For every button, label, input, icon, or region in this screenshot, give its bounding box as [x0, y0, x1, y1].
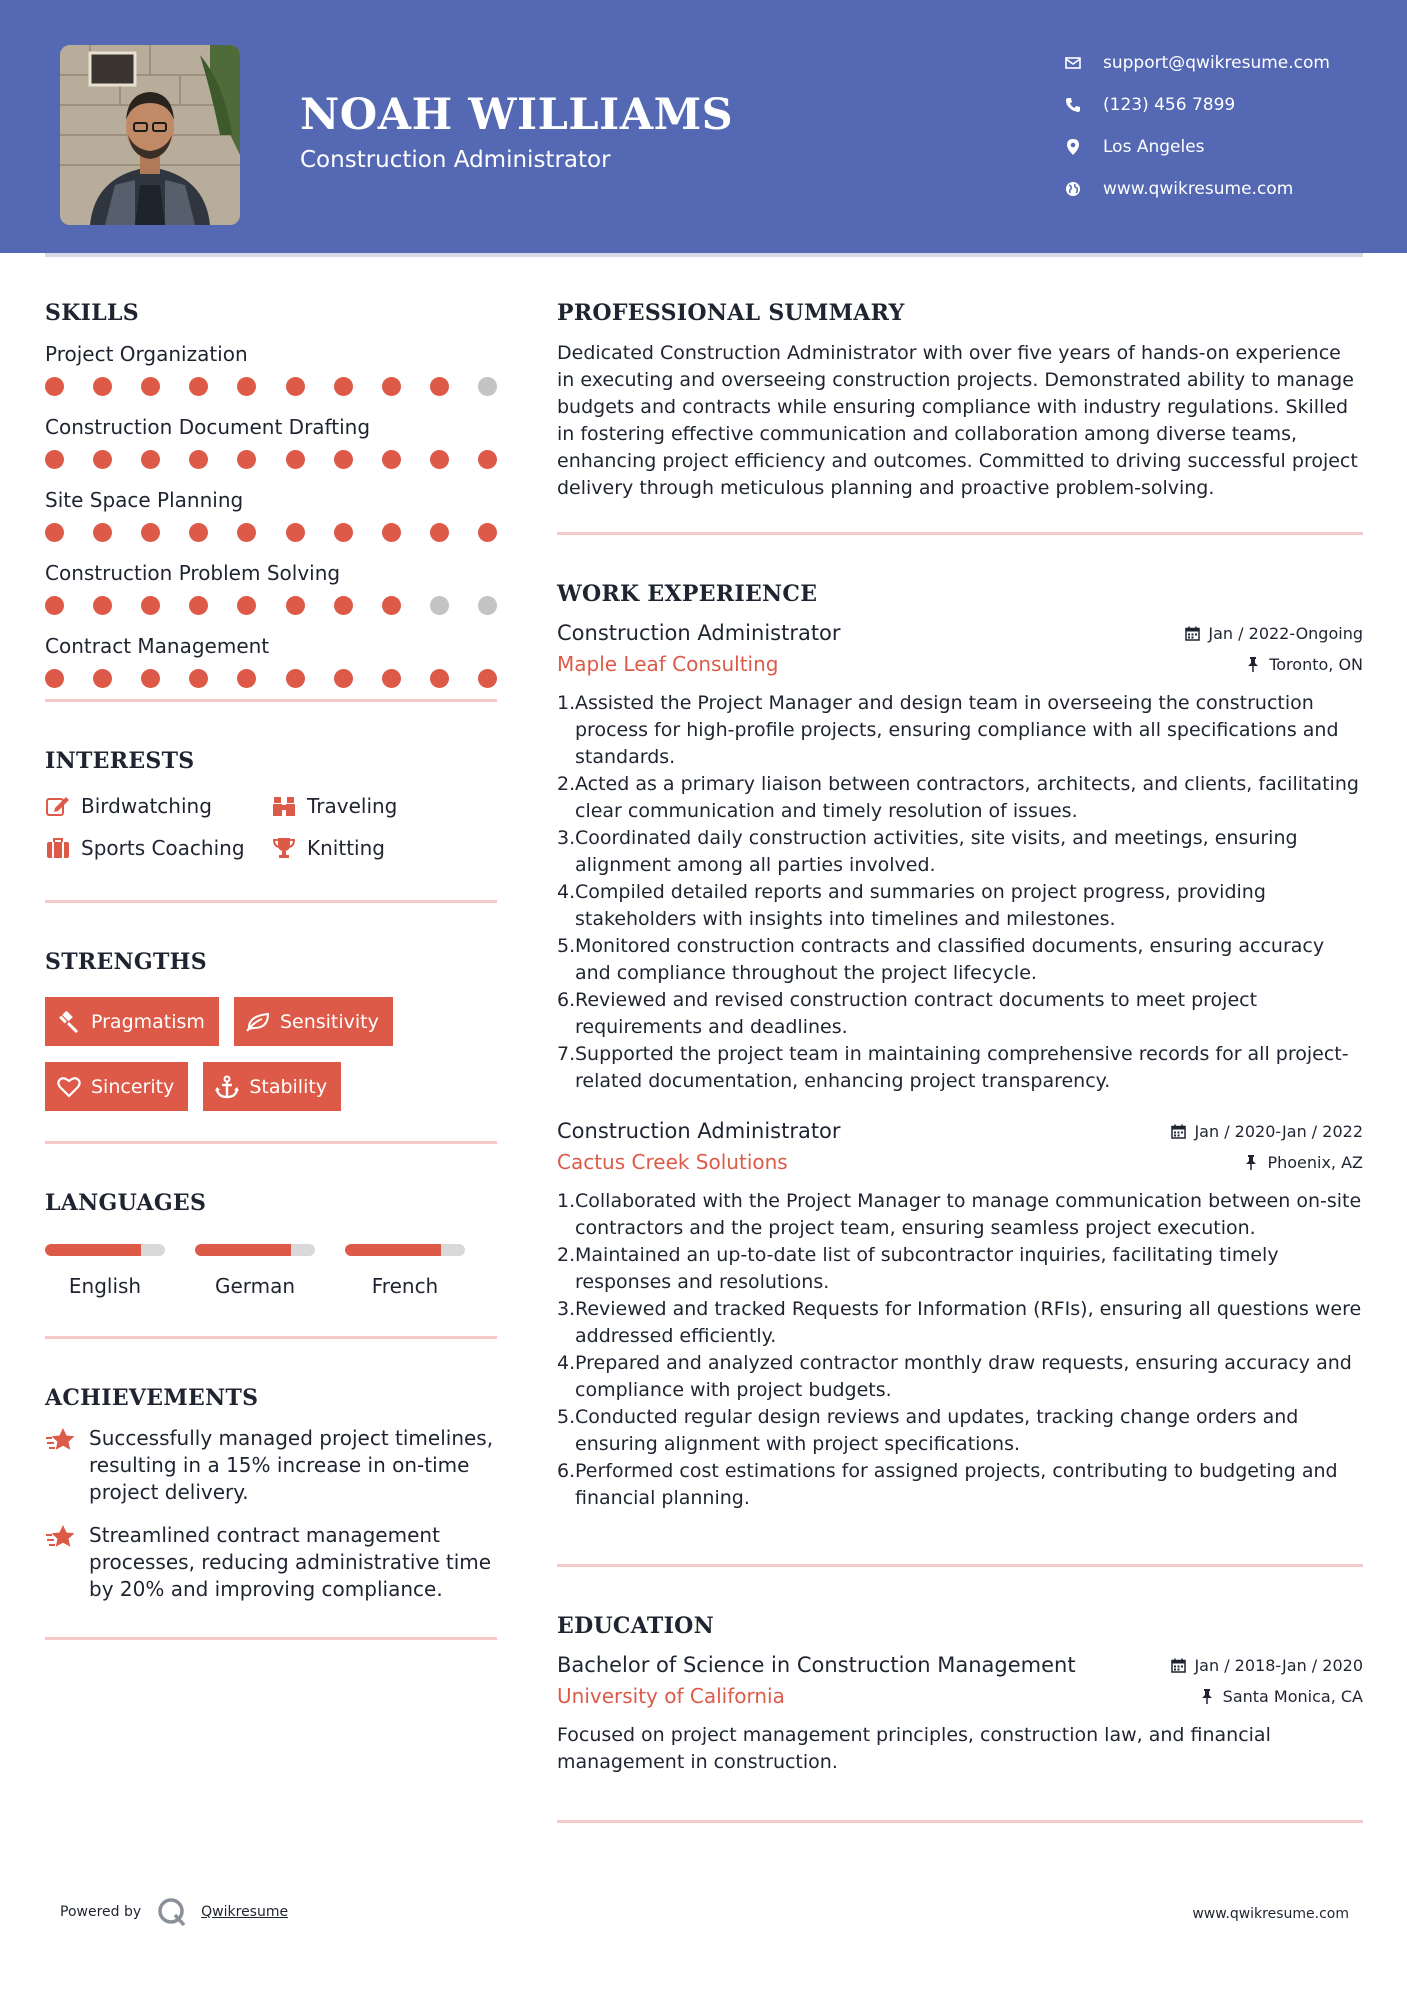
rating-dot-filled — [45, 669, 64, 688]
job-date-text: Jan / 2022-Ongoing — [1208, 623, 1363, 643]
job-bullet — [557, 1404, 1363, 1458]
job-location — [1243, 1153, 1363, 1172]
rating-dot-filled — [382, 450, 401, 469]
rating-dot-filled — [93, 669, 112, 688]
language-name: German — [214, 1274, 296, 1298]
right-column — [557, 300, 1363, 1823]
job-bullets — [557, 1188, 1363, 1512]
rating-dot-filled — [237, 596, 256, 615]
map-pin-icon — [1063, 137, 1083, 157]
job-bullet — [557, 1458, 1363, 1512]
rating-dot-filled — [189, 450, 208, 469]
language-level-bar — [45, 1244, 165, 1256]
rating-dot-empty — [430, 596, 449, 615]
education-date — [1170, 1656, 1363, 1675]
calendar-icon — [1170, 1123, 1186, 1139]
skill-rating — [45, 669, 497, 688]
education-entry — [557, 1653, 1363, 1776]
education-location — [1199, 1687, 1363, 1706]
envelope-icon — [1063, 53, 1083, 73]
language-item — [195, 1244, 315, 1298]
calendar-icon — [1170, 1657, 1186, 1673]
bullet-number: 4. — [557, 881, 576, 903]
rating-dot-filled — [286, 596, 305, 615]
rating-dot-filled — [382, 596, 401, 615]
skill-item — [45, 634, 497, 694]
bullet-number: 5. — [557, 935, 576, 957]
bullet-text: Reviewed and revised construction contract documents to meet project requirements and deadlines. — [575, 989, 1258, 1038]
pushpin-icon — [1199, 1688, 1215, 1704]
education-location-text: Santa Monica, CA — [1222, 1686, 1363, 1706]
star-badge-icon — [45, 1425, 79, 1455]
rating-dot-filled — [93, 377, 112, 396]
contact-phone-text: (123) 456 7899 — [1103, 95, 1236, 115]
language-level-fill — [45, 1244, 141, 1256]
rating-dot-filled — [334, 523, 353, 542]
strengths-row — [45, 997, 497, 1046]
achievement-text: Streamlined contract management processes, reducing administrative time by 20% and improving compliance. — [89, 1523, 492, 1601]
footer-branding — [60, 1897, 288, 1927]
rating-dot-filled — [334, 450, 353, 469]
achievements-list — [45, 1425, 497, 1603]
strength-tag — [203, 1062, 341, 1111]
pencil-square-icon — [45, 794, 71, 818]
job-entry — [557, 1119, 1363, 1512]
skill-rating — [45, 596, 497, 615]
education-header — [557, 1653, 1363, 1677]
rating-dot-filled — [334, 377, 353, 396]
rating-dot-filled — [382, 523, 401, 542]
pushpin-icon — [1243, 1154, 1259, 1170]
powered-by-text: Powered by — [60, 1904, 142, 1920]
language-level-fill — [195, 1244, 291, 1256]
section-divider — [45, 1637, 497, 1640]
interest-item — [271, 836, 497, 860]
job-date — [1184, 624, 1363, 643]
strength-label: Sensitivity — [279, 1010, 379, 1033]
bullet-text: Compiled detailed reports and summaries on project progress, providing stakeholders with insights into timelines and milestones. — [575, 881, 1266, 930]
skill-rating — [45, 377, 497, 396]
language-item — [345, 1244, 465, 1298]
strength-label: Pragmatism — [91, 1010, 205, 1033]
bullet-text: Acted as a primary liaison between contractors, architects, and clients, facilitating clear communication and timely resolution of issues. — [575, 773, 1359, 822]
bullet-number: 2. — [557, 1244, 576, 1266]
contact-email[interactable] — [1063, 42, 1330, 84]
rating-dot-empty — [478, 596, 497, 615]
globe-icon — [1063, 179, 1083, 199]
job-date-text: Jan / 2020-Jan / 2022 — [1194, 1121, 1363, 1141]
section-divider — [45, 900, 497, 903]
job-title: Construction Administrator — [557, 1119, 841, 1143]
interest-item — [45, 836, 271, 860]
star-badge-icon — [45, 1522, 79, 1552]
bullet-text: Coordinated daily construction activities, site visits, and meetings, ensuring alignment among all parties involved. — [575, 827, 1298, 876]
rating-dot-filled — [141, 669, 160, 688]
contact-website-text: www.qwikresume.com — [1103, 179, 1294, 199]
interest-label: Traveling — [307, 794, 398, 818]
contact-list — [1063, 42, 1330, 210]
rating-dot-filled — [237, 377, 256, 396]
interest-item — [271, 794, 497, 818]
rating-dot-filled — [286, 523, 305, 542]
language-level-bar — [195, 1244, 315, 1256]
company-name: Maple Leaf Consulting — [557, 652, 779, 676]
rating-dot-filled — [430, 377, 449, 396]
bullet-number: 4. — [557, 1352, 576, 1374]
summary-text: Dedicated Construction Administrator with over five years of hands-on experience in executing and overseeing construction projects. Demonstrated ability to manage budgets and contracts while ensuring compliance with industry regulations. Skilled in fostering effective communication and collaboration among diverse teams, enhancing project efficiency and outcomes. Committed to driving successful project delivery through meticulous planning and proactive problem-solving. — [557, 342, 1358, 499]
contact-phone[interactable] — [1063, 84, 1330, 126]
rating-dot-filled — [45, 377, 64, 396]
candidate-role: Construction Administrator — [300, 147, 611, 173]
strength-label: Stability — [249, 1075, 328, 1098]
bullet-text: Maintained an up-to-date list of subcontractor inquiries, facilitating timely responses and resolutions. — [575, 1244, 1279, 1293]
rating-dot-filled — [478, 523, 497, 542]
section-divider — [45, 699, 497, 702]
job-bullet — [557, 1296, 1363, 1350]
skill-name: Construction Document Drafting — [45, 415, 371, 439]
rating-dot-filled — [189, 377, 208, 396]
section-divider — [557, 1820, 1363, 1823]
interest-item — [45, 794, 271, 818]
skill-name: Construction Problem Solving — [45, 561, 341, 585]
job-header — [557, 621, 1363, 645]
footer-url[interactable]: www.qwikresume.com — [1192, 1906, 1349, 1922]
contact-location-text: Los Angeles — [1103, 137, 1205, 157]
contact-email-text: support@qwikresume.com — [1103, 53, 1330, 73]
degree-title: Bachelor of Science in Construction Management — [557, 1653, 1076, 1677]
job-location — [1245, 655, 1363, 674]
job-date — [1170, 1122, 1363, 1141]
contact-website[interactable] — [1063, 168, 1330, 210]
bullet-number: 3. — [557, 1298, 576, 1320]
bullet-text: Assisted the Project Manager and design team in overseeing the construction process for high-profile projects, ensuring compliance with all specifications and standards. — [575, 692, 1339, 768]
calendar-icon — [1184, 625, 1200, 641]
header-divider — [45, 253, 1363, 257]
language-item — [45, 1244, 165, 1298]
skill-name: Site Space Planning — [45, 488, 244, 512]
rating-dot-filled — [189, 523, 208, 542]
education-date-text: Jan / 2018-Jan / 2020 — [1194, 1655, 1363, 1675]
heart-icon — [57, 1075, 81, 1099]
pushpin-icon — [1245, 656, 1261, 672]
languages-list — [45, 1244, 497, 1298]
briefcase-icon — [45, 836, 71, 860]
interest-label: Knitting — [307, 836, 385, 860]
bullet-number: 6. — [557, 989, 576, 1011]
rating-dot-filled — [478, 669, 497, 688]
rating-dot-filled — [286, 450, 305, 469]
job-subheader — [557, 1150, 1363, 1174]
trophy-icon — [271, 836, 297, 860]
language-name: English — [68, 1274, 142, 1298]
interests-list — [45, 794, 497, 860]
rating-dot-filled — [45, 523, 64, 542]
job-location-text: Phoenix, AZ — [1267, 1152, 1363, 1172]
company-name: Cactus Creek Solutions — [557, 1150, 788, 1174]
rating-dot-filled — [93, 523, 112, 542]
job-header — [557, 1119, 1363, 1143]
job-bullet — [557, 1041, 1363, 1095]
bullet-text: Supported the project team in maintaining comprehensive records for all project-related documentation, enhancing project transparency. — [575, 1043, 1349, 1092]
interest-label: Sports Coaching — [81, 836, 245, 860]
rating-dot-filled — [189, 669, 208, 688]
strengths-title: STRENGTHS — [45, 949, 207, 975]
skill-name: Project Organization — [45, 342, 248, 366]
rating-dot-filled — [237, 450, 256, 469]
bullet-text: Reviewed and tracked Requests for Information (RFIs), ensuring all questions were addressed efficiently. — [575, 1298, 1362, 1347]
section-divider — [557, 1564, 1363, 1567]
rating-dot-filled — [237, 523, 256, 542]
skill-item — [45, 561, 497, 634]
interest-label: Birdwatching — [81, 794, 212, 818]
rating-dot-filled — [286, 669, 305, 688]
education-subheader — [557, 1684, 1363, 1708]
achievement-item — [45, 1522, 497, 1603]
bullet-number: 2. — [557, 773, 576, 795]
education-title: EDUCATION — [557, 1613, 715, 1639]
experience-title: WORK EXPERIENCE — [557, 581, 818, 607]
rating-dot-filled — [430, 669, 449, 688]
section-divider — [45, 1336, 497, 1339]
summary-title: PROFESSIONAL SUMMARY — [557, 300, 905, 326]
contact-location — [1063, 126, 1330, 168]
rating-dot-filled — [93, 596, 112, 615]
rating-dot-filled — [141, 450, 160, 469]
strength-label: Sincerity — [91, 1075, 175, 1098]
job-bullets — [557, 690, 1363, 1095]
interests-title: INTERESTS — [45, 748, 195, 774]
rating-dot-filled — [237, 669, 256, 688]
rating-dot-filled — [478, 450, 497, 469]
skills-title: SKILLS — [45, 300, 139, 326]
school-name: University of California — [557, 1684, 785, 1708]
job-bullet — [557, 1188, 1363, 1242]
left-column — [45, 300, 497, 1640]
brand-link[interactable]: Qwikresume — [201, 1904, 289, 1920]
candidate-name: NOAH WILLIAMS — [300, 90, 734, 140]
rating-dot-filled — [334, 596, 353, 615]
bullet-number: 1. — [557, 1190, 576, 1212]
language-name: French — [371, 1274, 439, 1298]
binoculars-icon — [271, 794, 297, 818]
achievement-text: Successfully managed project timelines, resulting in a 15% increase in on-time project delivery. — [89, 1426, 494, 1504]
job-bullet — [557, 1242, 1363, 1296]
rating-dot-filled — [141, 596, 160, 615]
languages-title: LANGUAGES — [45, 1190, 207, 1216]
job-bullet — [557, 771, 1363, 825]
rating-dot-filled — [430, 450, 449, 469]
bullet-number: 1. — [557, 692, 576, 714]
rating-dot-filled — [382, 669, 401, 688]
language-level-bar — [345, 1244, 465, 1256]
job-bullet — [557, 825, 1363, 879]
rating-dot-filled — [286, 377, 305, 396]
education-description: Focused on project management principles, construction law, and financial management in construction. — [557, 1724, 1271, 1773]
job-bullet — [557, 933, 1363, 987]
skill-item — [45, 415, 497, 488]
anchor-icon — [215, 1075, 239, 1099]
rating-dot-empty — [478, 377, 497, 396]
bullet-number: 7. — [557, 1043, 576, 1065]
bullet-text: Prepared and analyzed contractor monthly draw requests, ensuring accuracy and compliance with project budgets. — [575, 1352, 1352, 1401]
strength-tag — [234, 997, 393, 1046]
skill-rating — [45, 523, 497, 542]
rating-dot-filled — [45, 596, 64, 615]
bullet-text: Monitored construction contracts and classified documents, ensuring accuracy and compliance throughout the project lifecycle. — [575, 935, 1325, 984]
bullet-text: Performed cost estimations for assigned projects, contributing to budgeting and financial planning. — [575, 1460, 1338, 1509]
rating-dot-filled — [382, 377, 401, 396]
skill-name: Contract Management — [45, 634, 270, 658]
leaf-icon — [246, 1010, 270, 1034]
section-divider — [45, 1141, 497, 1144]
bullet-text: Conducted regular design reviews and updates, tracking change orders and ensuring alignment with project specifications. — [575, 1406, 1299, 1455]
job-bullet — [557, 690, 1363, 771]
strengths-row — [45, 1062, 497, 1111]
achievement-item — [45, 1425, 497, 1506]
job-bullet — [557, 1350, 1363, 1404]
rating-dot-filled — [189, 596, 208, 615]
skill-item — [45, 342, 497, 415]
skill-rating — [45, 450, 497, 469]
language-level-fill — [345, 1244, 441, 1256]
job-location-text: Toronto, ON — [1269, 654, 1363, 674]
job-entry — [557, 621, 1363, 1095]
strength-tag — [45, 1062, 188, 1111]
job-title: Construction Administrator — [557, 621, 841, 645]
rating-dot-filled — [45, 450, 64, 469]
qwikresume-logo-icon — [157, 1897, 187, 1927]
rating-dot-filled — [334, 669, 353, 688]
rating-dot-filled — [141, 377, 160, 396]
rating-dot-filled — [430, 523, 449, 542]
gavel-icon — [57, 1010, 81, 1034]
bullet-number: 5. — [557, 1406, 576, 1428]
bullet-text: Collaborated with the Project Manager to manage communication between on-site contractors and the project team, ensuring seamless project execution. — [575, 1190, 1362, 1239]
strength-tag — [45, 997, 219, 1046]
skill-item — [45, 488, 497, 561]
section-divider — [557, 532, 1363, 535]
phone-icon — [1063, 95, 1083, 115]
rating-dot-filled — [93, 450, 112, 469]
job-bullet — [557, 987, 1363, 1041]
job-bullet — [557, 879, 1363, 933]
achievements-title: ACHIEVEMENTS — [45, 1385, 259, 1411]
job-subheader — [557, 652, 1363, 676]
bullet-number: 3. — [557, 827, 576, 849]
bullet-number: 6. — [557, 1460, 576, 1482]
resume-header — [0, 0, 1407, 253]
profile-photo — [60, 45, 240, 225]
skills-list — [45, 342, 497, 694]
rating-dot-filled — [141, 523, 160, 542]
